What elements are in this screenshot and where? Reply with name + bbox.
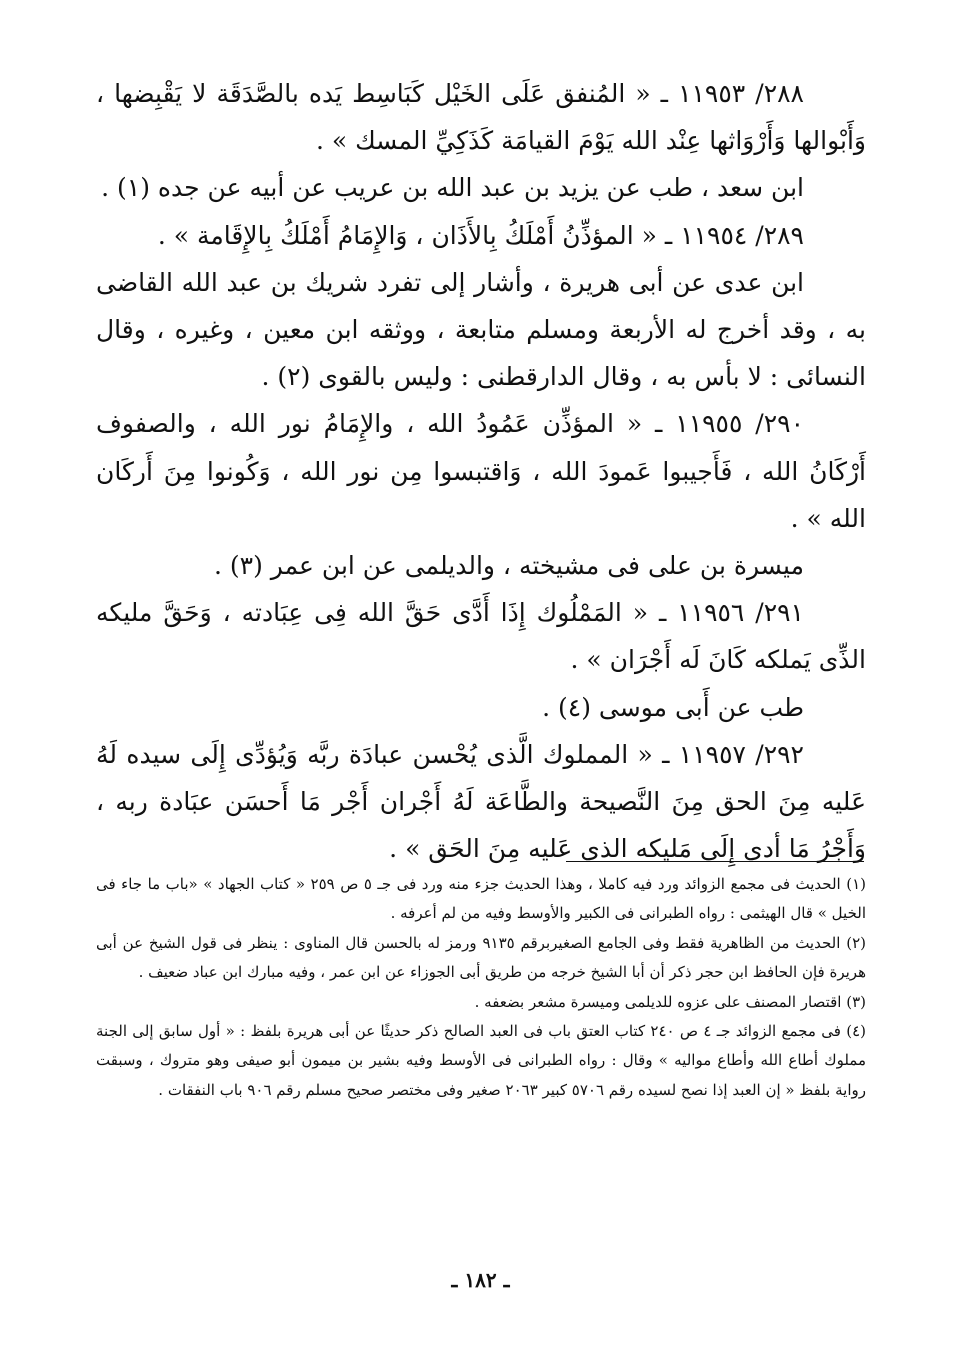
hadith-288: ٢٨٨/ ١١٩٥٣ ـ « المُنفق عَلَى الخَيْل كَبَاسِط يَده بالصَّدَقَة لا يَقْبِضها ، وَأَبْوالها وَأَرْوَاثها عِنْد الله يَوْمَ القيامَة كَذَكِيِّ المسك » . [96,79,866,156]
footnote-divider [566,861,864,862]
footnote-2: (٢) الحديث من الظاهرية فقط وفى الجامع الصغيربرقم ٩١٣٥ ورمز له بالحسن قال المناوى : ينظر فى قول الشيخ عن أبى هريرة فإن الحافظ ابن حجر ذكر أن أبا الشيخ خرجه من طريق أبى الجوزاء عن ابن عمر ، وفيه مبارك ابن عباد ضعيف . [96,933,866,982]
hadith-291: ٢٩١/ ١١٩٥٦ ـ « المَمْلُوك إِذَا أَدَّى حَقَّ الله فِى عِبَادته ، وَحَقَّ مليكه الذِّى يَملكه كَانَ لَه أَجْرَان » . [96,598,866,675]
hadith-290: ٢٩٠/ ١١٩٥٥ ـ « المؤذِّن عَمُودُ الله ، والإِمَامُ نور الله ، والصفوف أَرْكَانُ الله ، فَأَجيبوا عَمودَ الله ، وَاقتبسوا مِن نور الله ، وَكُونوا مِنَ أَركَان الله » . [96,409,866,533]
footnote-4: (٤) فى مجمع الزوائد جـ ٤ ص ٢٤٠ كتاب العتق باب فى العبد الصالح ذكر حديثًا عن أبى هريرة بلفظ : « أول سابق إلى الجنة مملوك أطاع الله وأطاع مواليه » وقال : رواه الطبرانى فى الأوسط وفيه بشير بن ميمون أبو صيفى وهو متروك ، وسبقت رواية بلفظ « إن العبد إذا نصح لسيده رقم ٥٧٠٦ كبير ٢٠٦٣ صغير وفى مختصر صحيح مسلم رقم ٩٠٦ باب النفقات . [96,1022,866,1099]
footnote-3: (٣) اقتصار المصنف على عزوه للديلمى وميسرة مشعر بضعفه . [474,992,866,1011]
hadith-289: ٢٨٩/ ١١٩٥٤ ـ « المؤذِّنُ أَمْلَكُ بِالأَذَان ، وَالإِمَامُ أَمْلَكُ بِالإِقَامة » . [157,220,804,250]
source-291: طب عن أَبى موسى (٤) . [542,692,804,722]
footnote-1: (١) الحديث فى مجمع الزوائد ورد فيه كاملا ، وهذا الحديث جزء منه ورد فى جـ ٥ ص ٢٥٩ « كتاب الجهاد » «باب ما جاء فى الخيل » قال الهيثمى : رواه الطبرانى فى الكبير والأوسط وفيه من لم أعرفه . [96,875,866,923]
source-290: ميسرة بن على فى مشيخته ، والديلمى عن ابن عمر (٣) . [214,551,804,581]
source-288: ابن سعد ، طب عن يزيد بن عبد الله بن عريب عن أبيه عن جده (١) . [101,173,804,203]
page-number: ـ ١٨٢ ـ [451,1268,510,1292]
source-289: ابن عدى عن أبى هريرة ، وأشار إلى تفرد شريك بن عبد الله القاضى به ، وقد أخرج له الأربعة ومسلم متابعة ، ووثقه ابن معين ، وغيره ، وقال النسائى : لا بأس به ، وقال الدارقطنى : وليس بالقوى (٢) . [96,267,866,392]
hadith-292: ٢٩٢/ ١١٩٥٧ ـ « المملوك الَّذى يُحْسن عبادَة ربَّه وَيُؤدِّى إِلَى سيده لَهُ عَليه مِنَ الحق مِنَ النَّصيحة والطَّاعَة لَهُ أَجْران أَجْر مَا أَحسَن عبَادة ربه ، وَأَجْرُ مَا أدى إِلَى مَليكه الذى عَليه مِنَ الحَق » . [96,739,866,864]
footnotes [96,870,866,1105]
main-text [96,70,866,872]
